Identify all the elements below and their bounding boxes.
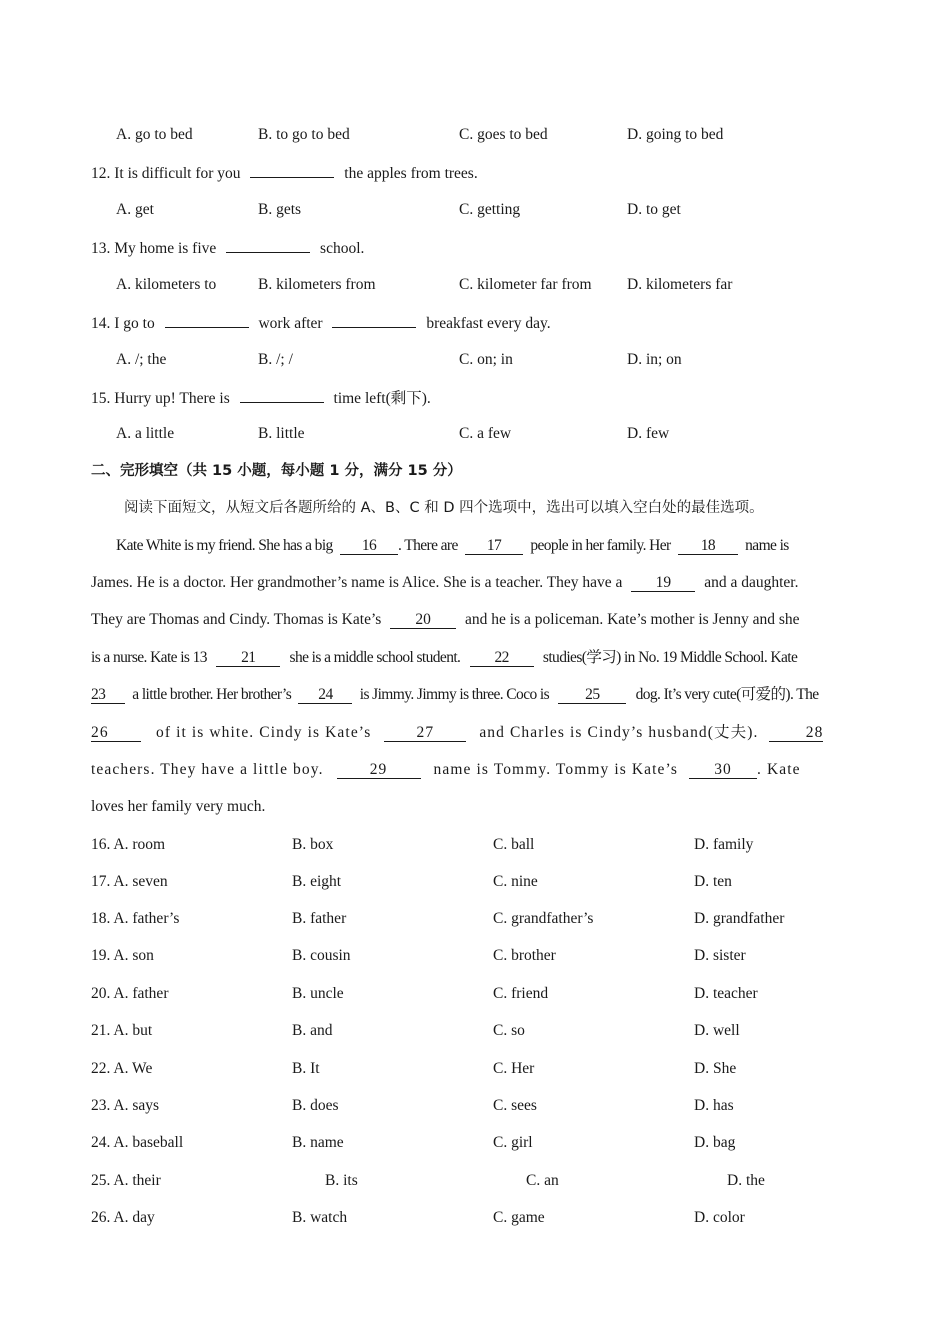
q16-option-d: D. family <box>694 836 754 853</box>
q14-text-after: breakfast every day. <box>426 315 551 332</box>
passage-text: teachers. They have a little boy. <box>91 761 324 778</box>
passage-line-1 <box>116 536 789 556</box>
q24-option-d: D. bag <box>694 1134 736 1151</box>
question-13 <box>91 237 364 259</box>
blank-28: 28 <box>769 724 823 742</box>
q25-option-a: 25. A. their <box>91 1172 161 1189</box>
q24-option-a: 24. A. baseball <box>91 1134 184 1151</box>
passage-text: and Charles is Cindy’s husband(丈夫). <box>479 724 759 741</box>
q17-option-d: D. ten <box>694 873 732 890</box>
q21-option-a: 21. A. but <box>91 1022 153 1039</box>
q13-option-b: B. kilometers from <box>258 276 376 293</box>
q14-text-middle: work after <box>258 315 323 332</box>
passage-line-5 <box>91 685 819 705</box>
q19-option-b: B. cousin <box>292 947 351 964</box>
q26-option-c: C. game <box>493 1209 545 1226</box>
q15-option-d: D. few <box>627 425 670 442</box>
question-15 <box>91 387 431 409</box>
passage-text: name is <box>745 537 789 554</box>
blank-20: 20 <box>390 611 456 629</box>
q23-option-c: C. sees <box>493 1097 537 1114</box>
section-title: 二、完形填空（共 15 小题，每小题 1 分，满分 15 分） <box>91 463 462 479</box>
passage-line-8: loves her family very much. <box>91 798 266 815</box>
passage-text: is Jimmy. Jimmy is three. Coco is <box>359 686 550 703</box>
q14-option-d: D. in; on <box>627 351 682 368</box>
passage-line-3 <box>91 610 800 630</box>
q22-option-c: C. Her <box>493 1060 535 1077</box>
q20-option-d: D. teacher <box>694 985 758 1002</box>
passage-line-4 <box>91 648 797 668</box>
passage-line-2 <box>91 573 798 593</box>
q16-option-a: 16. A. room <box>91 836 166 853</box>
q13-text-before: 13. My home is five <box>91 240 217 257</box>
q17-option-c: C. nine <box>493 873 538 890</box>
q22-option-a: 22. A. We <box>91 1060 153 1077</box>
q13-option-a: A. kilometers to <box>116 276 217 293</box>
passage-text: and a daughter. <box>704 574 799 591</box>
q13-option-c: C. kilometer far from <box>459 276 592 293</box>
blank-23: 23 <box>91 686 125 704</box>
q16-option-c: C. ball <box>493 836 535 853</box>
q15-text-before: 15. Hurry up! There is <box>91 390 230 407</box>
q17-option-b: B. eight <box>292 873 342 890</box>
q24-option-b: B. name <box>292 1134 344 1151</box>
q18-option-a: 18. A. father’s <box>91 910 180 927</box>
q21-option-b: B. and <box>292 1022 333 1039</box>
q20-option-c: C. friend <box>493 985 549 1002</box>
answer-blank <box>165 312 249 328</box>
q15-text-after: time left(剩下). <box>333 390 431 407</box>
q11-option-c: C. goes to bed <box>459 126 548 143</box>
blank-21: 21 <box>216 649 280 667</box>
passage-text: name is Tommy. Tommy is Kate’s <box>433 761 679 778</box>
passage-text: dog. It’s very cute(可爱的). The <box>635 686 819 703</box>
q15-option-b: B. little <box>258 425 305 442</box>
q13-text-after: school. <box>320 240 365 257</box>
q11-option-a: A. go to bed <box>116 126 193 143</box>
passage-text: . There are <box>397 537 458 554</box>
blank-30: 30 <box>689 761 757 779</box>
passage-text: she is a middle school student. <box>289 649 461 666</box>
section-instruction: 阅读下面短文，从短文后各题所给的 A、B、C 和 D 四个选项中，选出可以填入空白处的最佳选项。 <box>124 500 764 516</box>
passage-text: people in her family. Her <box>530 537 671 554</box>
q19-option-a: 19. A. son <box>91 947 154 964</box>
passage-text: . Kate <box>757 761 801 778</box>
q12-option-a: A. get <box>116 201 154 218</box>
blank-18: 18 <box>678 537 738 555</box>
q25-option-c: C. an <box>526 1172 559 1189</box>
passage-text: James. He is a doctor. Her grandmother’s name is Alice. She is a teacher. They have a <box>91 574 623 591</box>
q20-option-b: B. uncle <box>292 985 344 1002</box>
q23-option-d: D. has <box>694 1097 734 1114</box>
passage-line-7 <box>91 760 801 780</box>
q18-option-d: D. grandfather <box>694 910 785 927</box>
q26-option-b: B. watch <box>292 1209 348 1226</box>
passage-text: studies(学习) in No. 19 Middle School. Kate <box>542 649 798 666</box>
blank-27: 27 <box>384 724 466 742</box>
q26-option-a: 26. A. day <box>91 1209 155 1226</box>
passage-text: of it is white. Cindy is Kate’s <box>155 724 372 741</box>
q12-option-d: D. to get <box>627 201 681 218</box>
q23-option-b: B. does <box>292 1097 339 1114</box>
q25-option-b: B. its <box>325 1172 358 1189</box>
q22-option-b: B. It <box>292 1060 320 1077</box>
q18-option-c: C. grandfather’s <box>493 910 594 927</box>
q21-option-d: D. well <box>694 1022 740 1039</box>
q15-option-c: C. a few <box>459 425 512 442</box>
q11-option-b: B. to go to bed <box>258 126 350 143</box>
blank-25: 25 <box>558 686 626 704</box>
passage-text: is a nurse. Kate is 13 <box>91 649 207 666</box>
q14-option-c: C. on; in <box>459 351 513 368</box>
q25-option-d: D. the <box>727 1172 765 1189</box>
q12-option-c: C. getting <box>459 201 521 218</box>
q14-option-b: B. /; / <box>258 351 293 368</box>
q12-option-b: B. gets <box>258 201 302 218</box>
q16-option-b: B. box <box>292 836 334 853</box>
q18-option-b: B. father <box>292 910 347 927</box>
q19-option-d: D. sister <box>694 947 746 964</box>
passage-text: They are Thomas and Cindy. Thomas is Kate’s <box>91 611 382 628</box>
answer-blank <box>250 162 334 178</box>
answer-blank <box>240 387 324 403</box>
blank-17: 17 <box>465 537 523 555</box>
q24-option-c: C. girl <box>493 1134 533 1151</box>
answer-blank <box>226 237 310 253</box>
answer-blank <box>332 312 416 328</box>
q11-option-d: D. going to bed <box>627 126 724 143</box>
blank-29: 29 <box>337 761 421 779</box>
q26-option-d: D. color <box>694 1209 745 1226</box>
passage-text: a little brother. Her brother’s <box>132 686 292 703</box>
q20-option-a: 20. A. father <box>91 985 169 1002</box>
q12-text-before: 12. It is difficult for you <box>91 165 241 182</box>
passage-line-6 <box>91 723 823 743</box>
q12-text-after: the apples from trees. <box>344 165 478 182</box>
q14-option-a: A. /; the <box>116 351 167 368</box>
passage-text: Kate White is my friend. She has a big <box>116 537 333 554</box>
q14-text-before: 14. I go to <box>91 315 155 332</box>
blank-22: 22 <box>470 649 534 667</box>
blank-19: 19 <box>631 574 695 592</box>
blank-16: 16 <box>340 537 398 555</box>
q15-option-a: A. a little <box>116 425 175 442</box>
q13-option-d: D. kilometers far <box>627 276 733 293</box>
blank-24: 24 <box>298 686 352 704</box>
q17-option-a: 17. A. seven <box>91 873 168 890</box>
q22-option-d: D. She <box>694 1060 737 1077</box>
q21-option-c: C. so <box>493 1022 525 1039</box>
q19-option-c: C. brother <box>493 947 556 964</box>
blank-26: 26 <box>91 724 141 742</box>
question-12 <box>91 162 478 184</box>
passage-text: and he is a policeman. Kate’s mother is Jenny and she <box>465 611 800 628</box>
question-14 <box>91 312 551 334</box>
q23-option-a: 23. A. says <box>91 1097 160 1114</box>
